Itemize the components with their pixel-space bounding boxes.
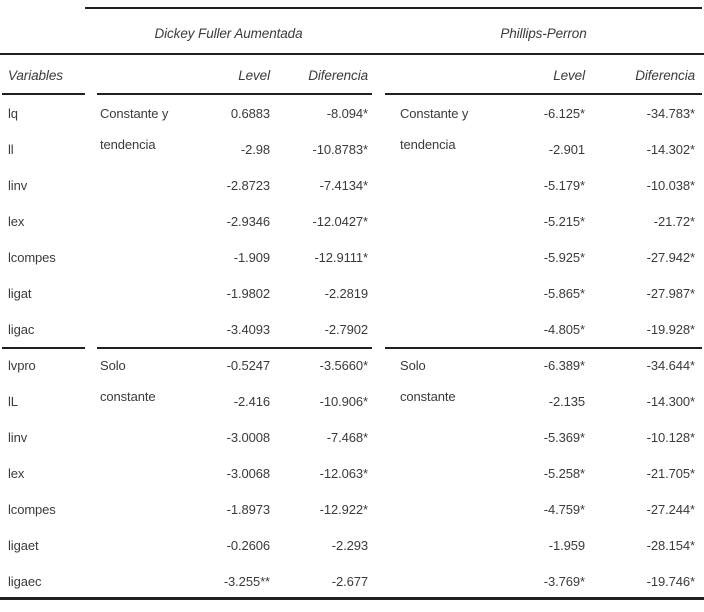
spec-line: constante: [400, 389, 456, 404]
adf-diferencia-value: -12.922*: [319, 502, 368, 517]
pp-level-value: -5.258*: [543, 466, 585, 481]
pp-level-value: -4.805*: [543, 322, 585, 337]
adf-level-value: -3.4093: [226, 322, 270, 337]
table-row: [0, 564, 704, 600]
adf-diferencia-value: -2.7902: [324, 322, 368, 337]
pp-level-value: -5.215*: [543, 214, 585, 229]
adf-diferencia-value: -3.5660*: [319, 358, 368, 373]
table-row: [0, 384, 704, 420]
rule-under-titles: [0, 53, 704, 55]
variable-label: linv: [8, 430, 28, 445]
adf-diferencia-value: -12.063*: [319, 466, 368, 481]
table-row: [0, 168, 704, 204]
spec-line: Constante y: [400, 106, 469, 121]
adf-diferencia-value: -2.293: [331, 538, 368, 553]
table-row: [0, 492, 704, 528]
variables-column-header: Variables: [8, 68, 63, 83]
pp-diferencia-value: -10.038*: [646, 178, 695, 193]
table-row: [0, 420, 704, 456]
table-body: [0, 96, 704, 600]
table-row: [0, 456, 704, 492]
pp-diferencia-column-header: Diferencia: [635, 68, 695, 83]
pp-diferencia-value: -19.928*: [646, 322, 695, 337]
pp-diferencia-value: -27.942*: [646, 250, 695, 265]
pp-level-value: -6.125*: [543, 106, 585, 121]
variable-label: lex: [8, 214, 25, 229]
variable-label: lcompes: [8, 502, 56, 517]
adf-diferencia-value: -2.2819: [324, 286, 368, 301]
rule-header-pp: [385, 93, 702, 95]
adf-level-value: -2.98: [240, 142, 270, 157]
pp-diferencia-value: -14.302*: [646, 142, 695, 157]
pp-diferencia-value: -34.644*: [646, 358, 695, 373]
table-row: [0, 204, 704, 240]
variable-label: ligaec: [8, 574, 42, 589]
variable-label: lcompes: [8, 250, 56, 265]
adf-diferencia-value: -12.0427*: [312, 214, 368, 229]
adf-section-title: Dickey Fuller Aumentada: [154, 26, 303, 41]
pp-diferencia-value: -28.154*: [646, 538, 695, 553]
spec-line: Solo: [400, 358, 426, 373]
pp-level-value: -4.759*: [543, 502, 585, 517]
adf-diferencia-value: -12.9111*: [314, 250, 368, 265]
variable-label: ligaet: [8, 538, 39, 553]
spec-line: constante: [100, 389, 156, 404]
variable-label: lex: [8, 466, 25, 481]
adf-diferencia-value: -10.8783*: [312, 142, 368, 157]
variable-label: lvpro: [8, 358, 36, 373]
table-row: [0, 240, 704, 276]
pp-level-value: -5.179*: [543, 178, 585, 193]
adf-level-value: -3.255**: [223, 574, 270, 589]
pp-level-value: -5.865*: [543, 286, 585, 301]
adf-level-value: -2.9346: [226, 214, 270, 229]
adf-level-value: -0.2606: [226, 538, 270, 553]
adf-diferencia-value: -10.906*: [319, 394, 368, 409]
pp-diferencia-value: -27.987*: [646, 286, 695, 301]
variable-label: lq: [8, 106, 18, 121]
table-row: [0, 276, 704, 312]
table-row: [0, 96, 704, 132]
adf-level-value: -1.8973: [226, 502, 270, 517]
pp-diferencia-value: -14.300*: [646, 394, 695, 409]
pp-level-value: -5.925*: [543, 250, 585, 265]
adf-level-value: -1.9802: [226, 286, 270, 301]
pp-level-column-header: Level: [553, 68, 585, 83]
pp-level-value: -3.769*: [543, 574, 585, 589]
adf-level-value: -2.416: [233, 394, 270, 409]
pp-level-value: -2.135: [548, 394, 585, 409]
variable-label: ll: [8, 142, 14, 157]
table-row: [0, 348, 704, 384]
pp-level-value: -1.959: [548, 538, 585, 553]
variable-label: linv: [8, 178, 28, 193]
pp-section-title: Phillips-Perron: [500, 26, 587, 41]
rule-top: [85, 7, 702, 9]
spec-line: Solo: [100, 358, 126, 373]
adf-diferencia-value: -7.468*: [326, 430, 368, 445]
pp-diferencia-value: -19.746*: [646, 574, 695, 589]
pp-level-value: -5.369*: [543, 430, 585, 445]
pp-level-value: -2.901: [548, 142, 585, 157]
adf-level-value: -3.0008: [226, 430, 270, 445]
pp-level-value: -6.389*: [543, 358, 585, 373]
adf-level-value: -3.0068: [226, 466, 270, 481]
spec-line: tendencia: [100, 137, 156, 152]
spec-line: Constante y: [100, 106, 169, 121]
adf-diferencia-column-header: Diferencia: [308, 68, 368, 83]
pp-diferencia-value: -10.128*: [646, 430, 695, 445]
adf-diferencia-value: -2.677: [331, 574, 368, 589]
adf-level-column-header: Level: [238, 68, 270, 83]
adf-diferencia-value: -8.094*: [326, 106, 368, 121]
rule-header-adf: [97, 93, 372, 95]
pp-diferencia-value: -21.72*: [653, 214, 695, 229]
table-row: [0, 132, 704, 168]
variable-label: ligac: [8, 322, 35, 337]
pp-diferencia-value: -21.705*: [646, 466, 695, 481]
rule-header-variables: [2, 93, 85, 95]
pp-diferencia-value: -27.244*: [646, 502, 695, 517]
adf-level-value: 0.6883: [230, 106, 270, 121]
table-row: [0, 528, 704, 564]
adf-level-value: -2.8723: [226, 178, 270, 193]
pp-diferencia-value: -34.783*: [646, 106, 695, 121]
adf-level-value: -1.909: [233, 250, 270, 265]
adf-diferencia-value: -7.4134*: [319, 178, 368, 193]
variable-label: lL: [8, 394, 18, 409]
variable-label: ligat: [8, 286, 32, 301]
spec-line: tendencia: [400, 137, 456, 152]
table-row: [0, 312, 704, 348]
adf-level-value: -0.5247: [226, 358, 270, 373]
